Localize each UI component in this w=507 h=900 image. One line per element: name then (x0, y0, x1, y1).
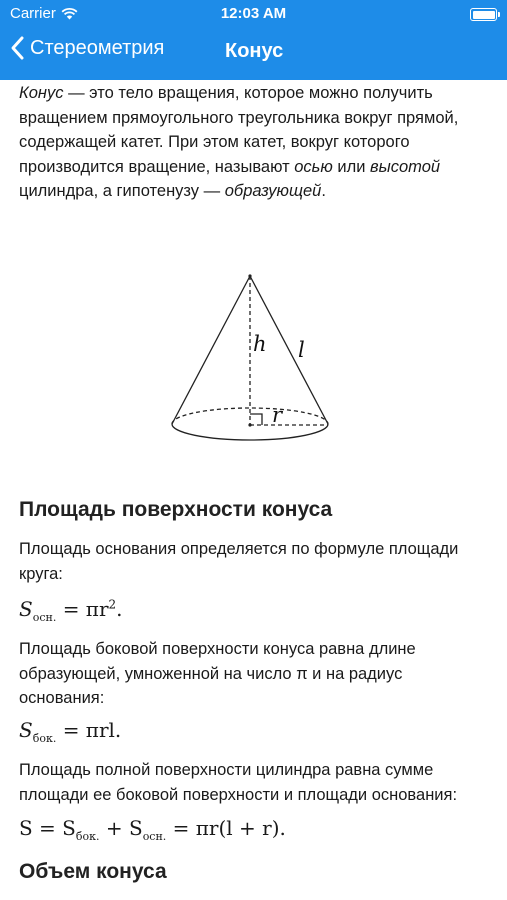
label-l: l (298, 338, 305, 362)
label-h: h (253, 332, 267, 356)
cone-left-generatrix (172, 276, 250, 424)
status-time: 12:03 AM (220, 5, 287, 22)
cone-center-point (248, 423, 251, 426)
cone-apex-point (248, 274, 251, 277)
intro-text-1: — это тело вращения, которое можно получить вращением прямоугольного треугольника вокруг прямой, содержащей катет. При этом катет, вокруг которого производится вращение, называют (19, 84, 459, 176)
formula-lateral-area: $S_{бок.} = \pi rl$. (19, 718, 122, 745)
article-content (0, 80, 507, 900)
back-button[interactable] (10, 36, 164, 60)
formula-base-area: $S_{осн.} = \pi r^2$. (19, 597, 123, 624)
status-bar (0, 0, 507, 28)
section-heading-volume: Объем конуса (19, 860, 167, 883)
carrier-label: Carrier (10, 5, 56, 22)
term-generatrix: образующей (224, 182, 322, 200)
formula-total-area: $S = S_{бок.} + S_{осн.} = \pi r(l + r)$. (19, 816, 286, 843)
battery-icon (470, 8, 497, 21)
intro-paragraph (19, 81, 489, 204)
paragraph-lateral-area: Площадь боковой поверхности конуса равна длине образующей, умноженной на число π и на радиус основания: (19, 640, 416, 707)
term-cone: Конус (19, 84, 64, 102)
section-heading-area: Площадь поверхности конуса (19, 498, 333, 521)
paragraph-base-area: Площадь основания определяется по формуле площади круга: (19, 540, 459, 583)
chevron-left-icon (10, 36, 24, 60)
paragraph-total-area: Площадь полной поверхности цилиндра равна сумме площади ее боковой поверхности и площади основания: (19, 761, 458, 804)
term-height: высотой (370, 157, 441, 176)
back-button-label: Стереометрия (30, 36, 165, 59)
right-angle-mark (250, 414, 262, 425)
label-r: r (272, 403, 283, 427)
intro-end: . (321, 182, 326, 200)
intro-or: или (332, 157, 370, 176)
navigation-header (0, 0, 507, 80)
term-axis: осью (294, 157, 333, 176)
page-title: Конус (225, 40, 284, 62)
cone-figure (160, 268, 340, 458)
intro-text-2: цилиндра, а гипотенузу — (19, 182, 225, 200)
nav-bar (0, 30, 507, 74)
